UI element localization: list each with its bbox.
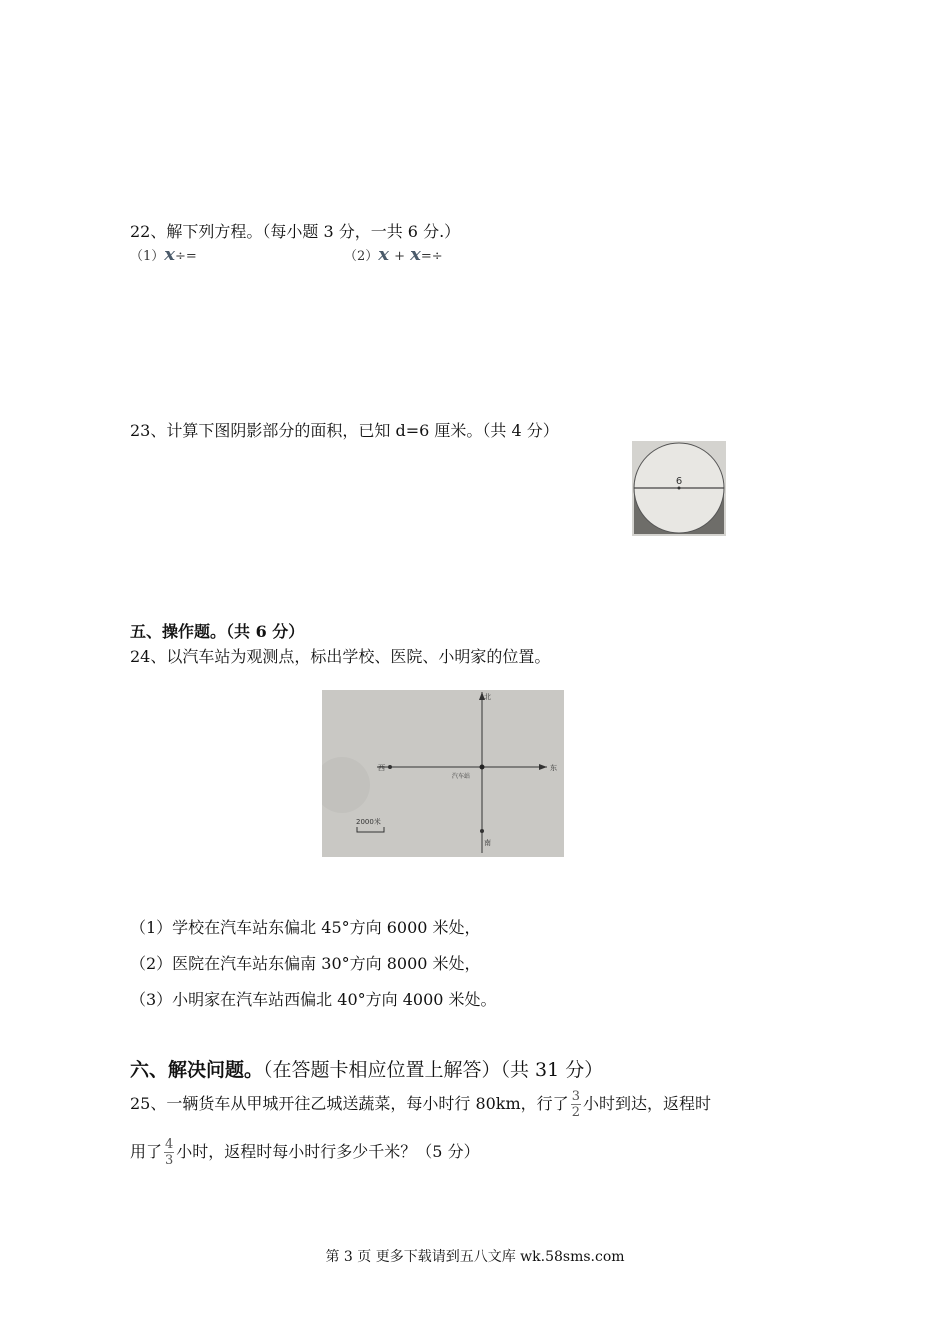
diameter-label: 6 xyxy=(675,476,683,487)
direction-map xyxy=(322,690,564,857)
section5-title: 五、操作题。（共 6 分） xyxy=(130,622,305,641)
q25-line1-text-b: 小时到达，返程时 xyxy=(582,1094,711,1113)
east-label: 东 xyxy=(550,764,557,772)
q24-item-2: （2）医院在汽车站东偏南 30°方向 8000 米处， xyxy=(130,954,481,973)
q22-p1-var: x xyxy=(164,244,176,265)
q22-p2-label: （2） xyxy=(344,249,379,264)
q25-frac1-num: 3 xyxy=(571,1089,580,1104)
section6-title-bold: 六、解决问题。 xyxy=(130,1059,264,1081)
shaded-circle-diagram xyxy=(632,441,726,536)
q25-line1-text-a: 25、一辆货车从甲城开往乙城送蔬菜，每小时行 80km，行了 xyxy=(130,1094,569,1113)
q23-title: 23、计算下图阴影部分的面积，已知 d=6 厘米。（共 4 分） xyxy=(130,421,559,440)
q22-p2-ops: =÷ xyxy=(420,249,443,264)
section6-title xyxy=(130,1055,603,1082)
q22-p2-var2: x xyxy=(410,244,421,265)
page-footer: 第 3 页 更多下载请到五八文库 wk.58sms.com xyxy=(325,1249,625,1265)
scale-label: 2000米 xyxy=(356,818,381,826)
q22-part1 xyxy=(130,244,197,265)
q24-title: 24、以汽车站为观测点，标出学校、医院、小明家的位置。 xyxy=(130,647,551,666)
south-label: 南 xyxy=(484,839,491,847)
section6-title-normal: （在答题卡相应位置上解答）（共 31 分） xyxy=(263,1059,604,1081)
west-label: 西 xyxy=(378,764,385,772)
q25-line2-text-a: 用了 xyxy=(130,1142,163,1161)
q24-item-1: （1）学校在汽车站东偏北 45°方向 6000 米处， xyxy=(130,918,481,937)
q25-frac1-den: 2 xyxy=(571,1105,580,1120)
q22-p2-plus: + xyxy=(394,249,406,264)
q25-line2 xyxy=(130,1134,480,1170)
q22-p1-ops: ÷= xyxy=(175,249,197,264)
q25-line1 xyxy=(130,1086,711,1122)
q25-frac2-num: 4 xyxy=(165,1137,174,1152)
q25-fraction-1 xyxy=(571,1090,581,1119)
q22-p2-var1: x xyxy=(378,244,390,265)
map-svg xyxy=(322,690,564,857)
north-label: 北 xyxy=(484,693,491,701)
q25-frac2-den: 3 xyxy=(165,1153,174,1168)
q24-item-3: （3）小明家在汽车站西偏北 40°方向 4000 米处。 xyxy=(130,990,497,1009)
q23-figure xyxy=(632,441,726,536)
q25-line2-text-b: 小时，返程时每小时行多少千米？（5 分） xyxy=(176,1142,480,1161)
q22-title: 22、解下列方程。（每小题 3 分，一共 6 分.） xyxy=(130,222,461,241)
station-label: 汽车站 xyxy=(452,773,471,780)
q22-p1-label: （1） xyxy=(130,249,165,264)
q22-part2 xyxy=(344,244,443,265)
q25-fraction-2 xyxy=(164,1138,174,1167)
